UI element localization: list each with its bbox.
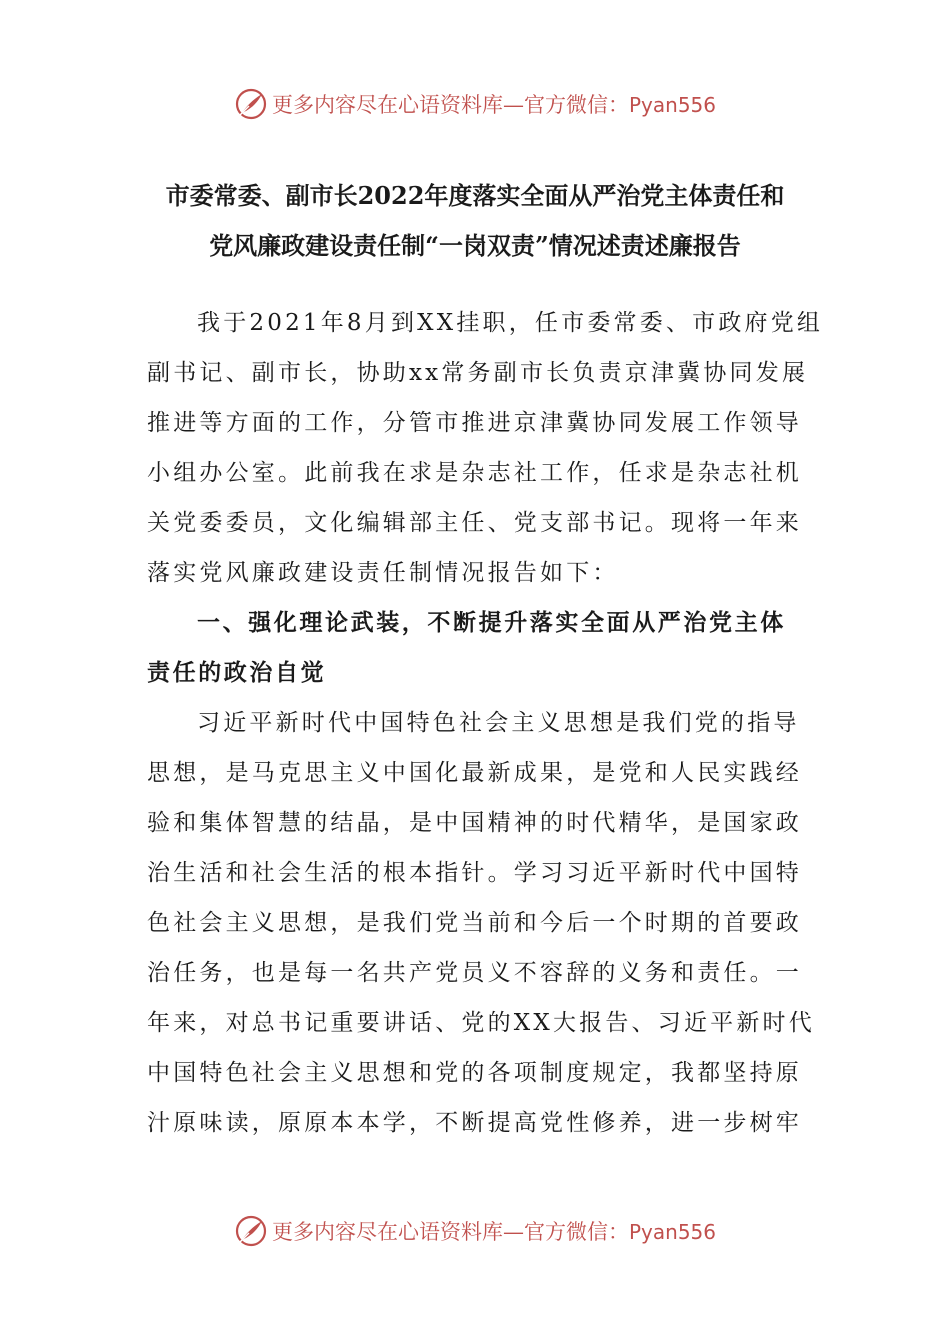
- body-text-line: 习近平新时代中国特色社会主义思想是我们党的指导: [197, 710, 800, 736]
- wechat-id: Pyan556: [628, 1220, 716, 1244]
- section-heading-line: 一、强化理论武装，不断提升落实全面从严治党主体: [197, 609, 786, 636]
- body-text-line: 验和集体智慧的结晶，是中国精神的时代精华，是国家政: [147, 810, 802, 836]
- body-text-line: 思想，是马克思主义中国化最新成果，是党和人民实践经: [147, 760, 802, 786]
- body-text-line: 年来，对总书记重要讲话、党的XX大报告、习近平新时代: [147, 1010, 815, 1036]
- wechat-id: Pyan556: [628, 93, 716, 117]
- body-text-line: 色社会主义思想，是我们党当前和今后一个时期的首要政: [147, 910, 802, 936]
- body-text-line: 我于2021年8月到XX挂职，任市委常委、市政府党组: [197, 310, 824, 336]
- quill-logo-icon: [234, 1214, 268, 1248]
- body-text-line: 中国特色社会主义思想和党的各项制度规定，我都坚持原: [147, 1060, 802, 1086]
- body-text-line: 小组办公室。此前我在求是杂志社工作，任求是杂志社机: [147, 460, 802, 486]
- banner-text: 更多内容尽在心语资料库—官方微信：Pyan556: [271, 1220, 716, 1244]
- body-text-line: 治任务，也是每一名共产党员义不容辞的义务和责任。一: [147, 960, 802, 986]
- body-text-line: 汁原味读，原原本本学，不断提高党性修养，进一步树牢: [147, 1110, 802, 1136]
- document-title-line-2: 党风廉政建设责任制“一岗双责”情况述责述廉报告: [209, 231, 741, 260]
- body-text-line: 关党委委员，文化编辑部主任、党支部书记。现将一年来: [147, 510, 802, 536]
- body-text-line: 落实党风廉政建设责任制情况报告如下：: [147, 560, 619, 586]
- body-text-line: 推进等方面的工作，分管市推进京津冀协同发展工作领导: [147, 410, 802, 436]
- document-title-line-1: 市委常委、副市长2022年度落实全面从严治党主体责任和: [165, 181, 785, 210]
- document-body: [147, 298, 824, 1148]
- footer-banner: [0, 1209, 950, 1253]
- banner-text: 更多内容尽在心语资料库—官方微信：Pyan556: [271, 93, 716, 117]
- section-heading-line: 责任的政治自觉: [147, 659, 327, 686]
- body-text-line: 副书记、副市长，协助xx常务副市长负责京津冀协同发展: [147, 360, 809, 386]
- quill-logo-icon: [234, 87, 268, 121]
- header-banner: [0, 82, 950, 126]
- body-text-line: 治生活和社会生活的根本指针。学习习近平新时代中国特: [147, 860, 802, 886]
